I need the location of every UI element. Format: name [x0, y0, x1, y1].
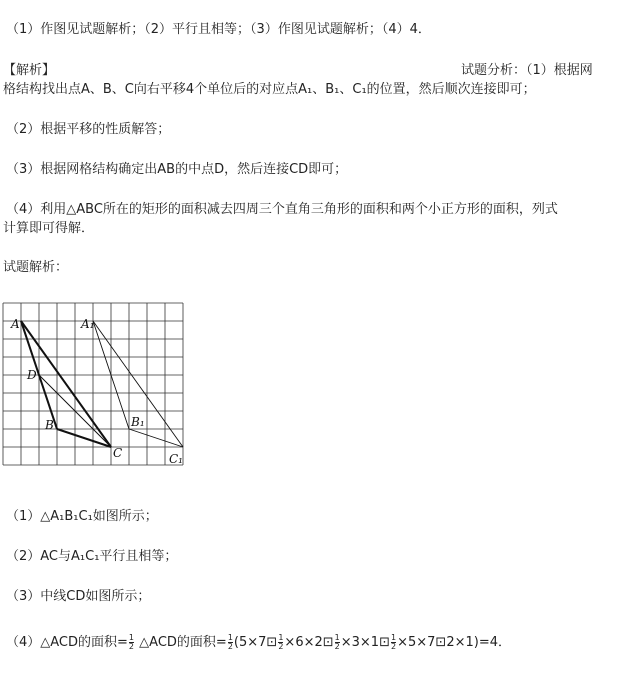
unknown-glyph: ⊡ [322, 635, 334, 650]
frac-num: 1 [278, 633, 284, 642]
analysis-p4a: （4）利用△ABC所在的矩形的面积减去四周三个直角三角形的面积和两个小正方形的面积，列式 [6, 202, 558, 217]
point-label-A: A [11, 317, 20, 331]
solution-s2: （2）AC与A₁C₁平行且相等； [6, 549, 178, 564]
analysis-p4b: 计算即可得解． [3, 221, 95, 236]
s4-part-c: (5×7 [233, 635, 267, 650]
point-label-C: C [113, 446, 123, 460]
point-label-B: B [45, 418, 54, 432]
frac-den: 2 [227, 642, 233, 651]
s4-part-a: （4）△ACD的面积= [6, 635, 128, 650]
point-label-B1: B₁ [131, 415, 145, 429]
s4-part-e: ×3×1 [340, 635, 380, 650]
fraction-half [228, 634, 233, 651]
analysis-intro: 试题分析：（1）根据网 [461, 63, 593, 78]
s4-part-d: ×6×2 [284, 635, 323, 650]
point-label-A1: A₁ [81, 317, 95, 331]
analysis-header: 【解析】 [3, 63, 56, 78]
analysis-p3: （3）根据网格结构确定出AB的中点D，然后连接CD即可； [6, 162, 348, 177]
segment-AC [21, 321, 111, 447]
solution-title: 试题解析： [3, 260, 69, 275]
fraction-half [278, 634, 283, 651]
s4-part-g: 2×1)=4． [446, 635, 511, 650]
frac-den: 2 [128, 642, 135, 651]
fraction-half [335, 634, 340, 651]
geometry-figure [2, 302, 184, 480]
solution-s4 [6, 634, 511, 652]
unknown-glyph: ⊡ [266, 635, 278, 650]
unknown-glyph: ⊡ [379, 635, 390, 650]
segment-BC [57, 429, 111, 447]
frac-num: 1 [334, 633, 340, 642]
answer-line: （1）作图见试题解析；（2）平行且相等；（3）作图见试题解析；（4）4． [6, 22, 431, 37]
segment-B1C1 [129, 429, 183, 447]
frac-num: 1 [128, 633, 135, 642]
solution-s1: （1）△A₁B₁C₁如图所示； [6, 509, 158, 524]
solution-s3: （3）中线CD如图所示； [6, 589, 151, 604]
s4-part-f: ×5×7 [397, 635, 436, 650]
frac-den: 2 [278, 642, 284, 651]
frac-num: 1 [227, 633, 233, 642]
frac-den: 2 [334, 642, 340, 651]
fraction-half [129, 634, 134, 651]
point-label-C1: C₁ [169, 452, 183, 466]
frac-num: 1 [390, 633, 397, 642]
s4-part-b: △ACD的面积= [139, 635, 227, 650]
fraction-half [391, 634, 396, 651]
frac-den: 2 [390, 642, 397, 651]
analysis-p2: （2）根据平移的性质解答； [6, 122, 171, 137]
grid-figure-svg [2, 302, 184, 480]
point-label-D: D [27, 368, 37, 382]
unknown-glyph: ⊡ [435, 635, 447, 650]
analysis-p1: 格结构找出点A、B、C向右平移4个单位后的对应点A₁、B₁、C₁的位置，然后顺次连接即可； [3, 82, 536, 97]
